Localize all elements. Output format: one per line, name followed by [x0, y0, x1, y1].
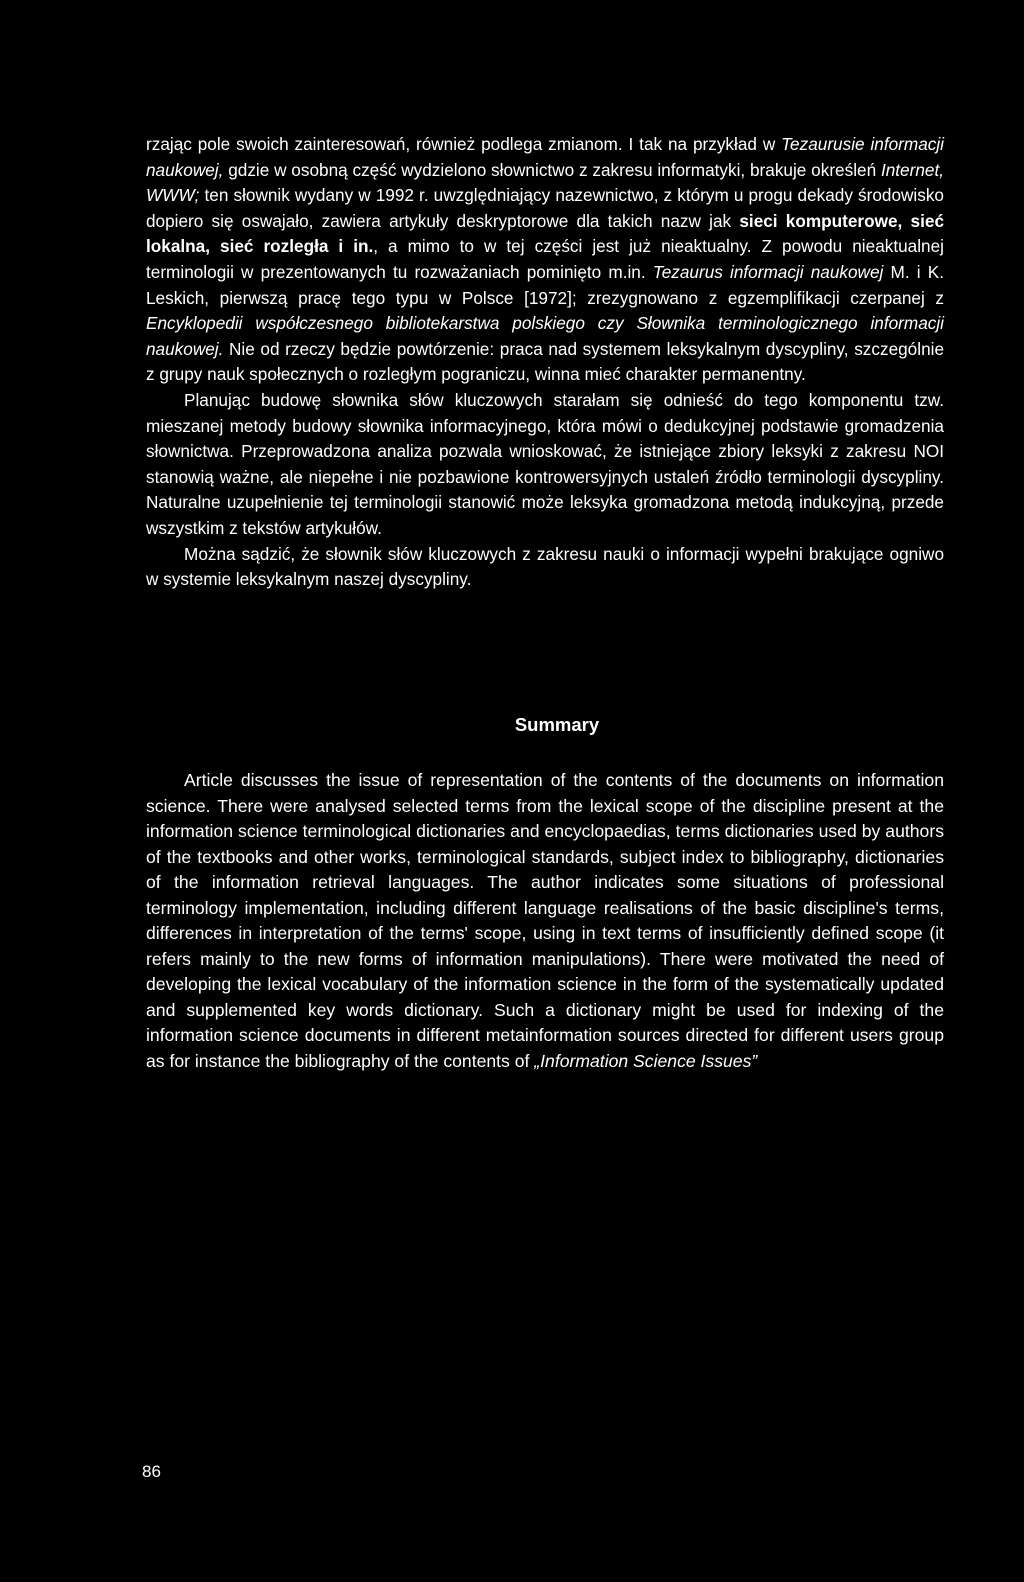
- italic-run: Tezaurusie informacji naukowej,: [146, 134, 945, 180]
- text-run: Nie od rzeczy będzie powtórzenie: praca nad systemem leksykalnym dyscypliny, szczególnie z grupy nauk społecznych o rozległym pograniczu, winna mieć charakter permanentny.: [146, 338, 944, 385]
- text-run: gdzie w osobną część wydzielono słownictwo z zakresu informatyki, brakuje określeń: [223, 159, 881, 180]
- italic-run: Encyklopedii współczesnego bibliotekarstwa polskiego czy Słownika terminologicznego informacji naukowej.: [146, 313, 944, 359]
- italic-run: „Information Science Issues”: [534, 1050, 758, 1071]
- italic-run: Internet, WWW;: [146, 159, 944, 206]
- paragraph-1: [146, 132, 944, 388]
- text-run: ten słownik wydany w 1992 r. uwzględniający nazewnictwo, z którym u progu dekady środowisko dopiero się oswajało, zawiera artykuły deskryptorowe dla takich nazw jak: [146, 185, 944, 231]
- text-run: Article discusses the issue of representation of the contents of the documents on information science. There were analysed selected terms from the lexical scope of the discipline present at the information science terminological dictionaries and encyclopaedias, terms dictionaries used by authors of the textbooks and other works, terminological standards, subject index to bibliography, dictionaries of the information retrieval languages. The author indicates some situations of professional terminology implementation, including different language realisations of the basic discipline's terms, differences in interpretation of the terms' scope, using in text terms of insufficiently defined scope (it refers mainly to the new forms of information manipulations). There were motivated the need of developing the lexical vocabulary of the information science in the form of the systematically updated and supplemented key words dictionary. Such a dictionary might be used for indexing of the information science documents in different metainformation sources directed for different users group as for instance the bibliography of the contents of: [146, 770, 944, 1071]
- summary-paragraph: [146, 768, 944, 1074]
- page-number: 86: [142, 1462, 161, 1481]
- italic-run: Tezaurus informacji naukowej: [652, 261, 884, 282]
- main-text: [146, 132, 944, 593]
- paragraph-3: Można sądzić, że słownik słów kluczowych z zakresu nauki o informacji wypełni brakujące ogniwo w systemie leksykalnym naszej dyscypliny.: [146, 543, 944, 590]
- paragraph-2: Planując budowę słownika słów kluczowych starałam się odnieść do tego komponentu tzw. mieszanej metody budowy słownika informacyjnego, która mówi o dedukcyjnej podstawie gromadzenia słownictwa. Przeprowadzona analiza pozwala wnioskować, że istniejące zbiory leksyki z zakresu NOI stanowią ważne, ale niepełne i nie pozbawione kontrowersyjnych ustaleń źródło terminologii dyscypliny. Naturalne uzupełnienie tej terminologii stanowić może leksyka gromadzona metodą indukcyjną, przede wszystkim z tekstów artykułów.: [146, 389, 944, 538]
- text-run: , a mimo to w tej części jest już nieaktualny. Z powodu nieaktualnej terminologii w prezentowanych tu rozważaniach pominięto m.in.: [146, 236, 944, 282]
- text-run: rzając pole swoich zainteresowań, również podlega zmianom. I tak na przykład w: [146, 134, 782, 154]
- text-run: M. i K. Leskich, pierwszą pracę tego typu w Polsce [1972]; zrezygnowano z egzemplifikacji czerpanej z: [146, 261, 944, 308]
- bold-run: sieci komputerowe, sieć lokalna, sieć rozległa i in.: [146, 210, 944, 257]
- summary-section: [146, 768, 944, 1074]
- summary-heading: Summary: [514, 714, 600, 735]
